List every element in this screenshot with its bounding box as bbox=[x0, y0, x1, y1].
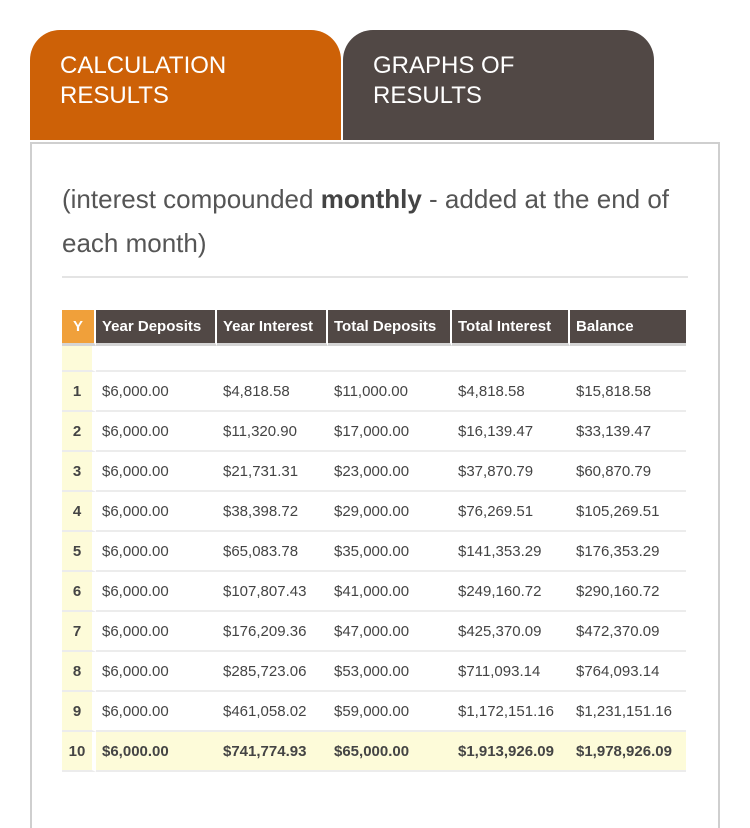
table-row bbox=[62, 492, 686, 532]
tab-calculation-results[interactable] bbox=[30, 30, 341, 140]
cell-balance: $60,870.79 bbox=[570, 452, 686, 492]
tab-calculation-results-line1: CALCULATION bbox=[60, 52, 227, 79]
note-suffix: - added at the end of each month) bbox=[62, 184, 670, 258]
note-prefix: (interest compounded bbox=[62, 184, 321, 214]
cell-total-deposits: $35,000.00 bbox=[328, 532, 452, 572]
header-year-interest: Year Interest bbox=[217, 310, 328, 346]
table-row bbox=[62, 572, 686, 612]
tab-calculation-results-line2: RESULTS bbox=[60, 82, 169, 109]
cell-total-interest: $16,139.47 bbox=[452, 412, 570, 452]
cell-total-interest: $37,870.79 bbox=[452, 452, 570, 492]
table-row bbox=[62, 532, 686, 572]
cell-year: 8 bbox=[62, 652, 96, 692]
cell-year-interest: $741,774.93 bbox=[217, 732, 328, 772]
cell-balance: $15,818.58 bbox=[570, 372, 686, 412]
cell-year-interest: $38,398.72 bbox=[217, 492, 328, 532]
cell-year: 5 bbox=[62, 532, 96, 572]
table-spacer-row bbox=[62, 346, 686, 372]
header-year-deposits: Year Deposits bbox=[96, 310, 217, 346]
cell-total-deposits: $29,000.00 bbox=[328, 492, 452, 532]
cell-year: 3 bbox=[62, 452, 96, 492]
cell-balance: $33,139.47 bbox=[570, 412, 686, 452]
cell-year: 2 bbox=[62, 412, 96, 452]
cell-total-interest: $1,172,151.16 bbox=[452, 692, 570, 732]
table-row bbox=[62, 692, 686, 732]
spacer-cell bbox=[328, 346, 452, 372]
tab-graphs-of-results[interactable] bbox=[343, 30, 654, 140]
compounding-note bbox=[62, 177, 694, 265]
cell-total-deposits: $65,000.00 bbox=[328, 732, 452, 772]
table-row bbox=[62, 412, 686, 452]
cell-year-interest: $11,320.90 bbox=[217, 412, 328, 452]
cell-total-interest: $141,353.29 bbox=[452, 532, 570, 572]
cell-balance: $105,269.51 bbox=[570, 492, 686, 532]
divider bbox=[62, 276, 688, 278]
cell-year-deposits: $6,000.00 bbox=[96, 532, 217, 572]
header-total-deposits: Total Deposits bbox=[328, 310, 452, 346]
cell-total-interest: $76,269.51 bbox=[452, 492, 570, 532]
cell-year-deposits: $6,000.00 bbox=[96, 692, 217, 732]
cell-year-deposits: $6,000.00 bbox=[96, 372, 217, 412]
spacer-cell bbox=[62, 346, 96, 372]
cell-year-interest: $21,731.31 bbox=[217, 452, 328, 492]
cell-year-deposits: $6,000.00 bbox=[96, 452, 217, 492]
cell-year: 10 bbox=[62, 732, 96, 772]
cell-total-deposits: $23,000.00 bbox=[328, 452, 452, 492]
spacer-cell bbox=[452, 346, 570, 372]
cell-total-deposits: $53,000.00 bbox=[328, 652, 452, 692]
cell-year-deposits: $6,000.00 bbox=[96, 572, 217, 612]
cell-total-deposits: $11,000.00 bbox=[328, 372, 452, 412]
spacer-cell bbox=[96, 346, 217, 372]
table-header-row bbox=[62, 310, 686, 346]
header-balance: Balance bbox=[570, 310, 686, 346]
cell-year-interest: $461,058.02 bbox=[217, 692, 328, 732]
cell-total-interest: $249,160.72 bbox=[452, 572, 570, 612]
cell-year-deposits: $6,000.00 bbox=[96, 732, 217, 772]
cell-year-deposits: $6,000.00 bbox=[96, 412, 217, 452]
tab-graphs-of-results-line2: RESULTS bbox=[373, 82, 482, 109]
header-year: Y bbox=[62, 310, 96, 346]
cell-year: 4 bbox=[62, 492, 96, 532]
cell-total-interest: $425,370.09 bbox=[452, 612, 570, 652]
cell-year-interest: $4,818.58 bbox=[217, 372, 328, 412]
cell-total-deposits: $41,000.00 bbox=[328, 572, 452, 612]
cell-balance: $1,231,151.16 bbox=[570, 692, 686, 732]
table-row bbox=[62, 652, 686, 692]
note-frequency: monthly bbox=[320, 184, 422, 214]
cell-year: 6 bbox=[62, 572, 96, 612]
cell-total-deposits: $17,000.00 bbox=[328, 412, 452, 452]
spacer-cell bbox=[570, 346, 686, 372]
cell-year-interest: $285,723.06 bbox=[217, 652, 328, 692]
cell-year-deposits: $6,000.00 bbox=[96, 492, 217, 532]
cell-year: 1 bbox=[62, 372, 96, 412]
results-table bbox=[62, 310, 686, 772]
cell-balance: $472,370.09 bbox=[570, 612, 686, 652]
cell-balance: $290,160.72 bbox=[570, 572, 686, 612]
table-row bbox=[62, 612, 686, 652]
spacer-cell bbox=[217, 346, 328, 372]
cell-total-deposits: $59,000.00 bbox=[328, 692, 452, 732]
tab-graphs-of-results-line1: GRAPHS OF bbox=[373, 52, 515, 79]
cell-balance: $176,353.29 bbox=[570, 532, 686, 572]
cell-balance: $1,978,926.09 bbox=[570, 732, 686, 772]
cell-year-deposits: $6,000.00 bbox=[96, 652, 217, 692]
cell-year-interest: $107,807.43 bbox=[217, 572, 328, 612]
cell-year-interest: $65,083.78 bbox=[217, 532, 328, 572]
table-body bbox=[62, 346, 686, 772]
table-row bbox=[62, 732, 686, 772]
table-row bbox=[62, 452, 686, 492]
cell-year-deposits: $6,000.00 bbox=[96, 612, 217, 652]
table-row bbox=[62, 372, 686, 412]
cell-total-deposits: $47,000.00 bbox=[328, 612, 452, 652]
cell-total-interest: $4,818.58 bbox=[452, 372, 570, 412]
cell-year: 9 bbox=[62, 692, 96, 732]
cell-total-interest: $1,913,926.09 bbox=[452, 732, 570, 772]
cell-year-interest: $176,209.36 bbox=[217, 612, 328, 652]
header-total-interest: Total Interest bbox=[452, 310, 570, 346]
cell-year: 7 bbox=[62, 612, 96, 652]
cell-balance: $764,093.14 bbox=[570, 652, 686, 692]
cell-total-interest: $711,093.14 bbox=[452, 652, 570, 692]
